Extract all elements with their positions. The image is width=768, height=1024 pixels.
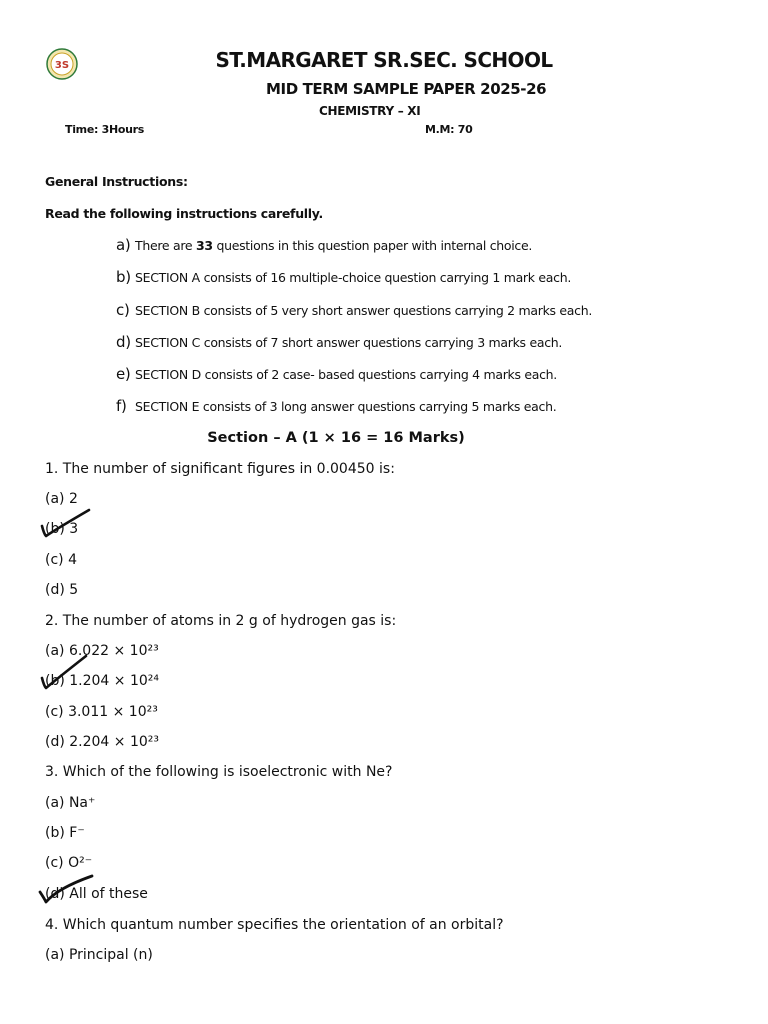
- instruction-item: [116, 268, 571, 286]
- option-line: (a) 2: [45, 491, 78, 507]
- checkmark-icon: [36, 506, 96, 540]
- subject-title: CHEMISTRY – XI: [319, 104, 421, 118]
- option-line: (b) F⁻: [45, 825, 85, 841]
- question-line: 3. Which of the following is isoelectronic with Ne?: [45, 764, 393, 780]
- instruction-text: SECTION E consists of 3 long answer questions carrying 5 marks each.: [135, 399, 557, 414]
- option-line: (b) 3: [45, 521, 79, 537]
- instruction-text: SECTION D consists of 2 case- based questions carrying 4 marks each.: [135, 367, 557, 382]
- option-line: (a) Principal (n): [45, 947, 153, 963]
- instruction-text: SECTION C consists of 7 short answer questions carrying 3 marks each.: [135, 335, 563, 350]
- max-marks-label: M.M: 70: [425, 123, 473, 136]
- instruction-text: SECTION B consists of 5 very short answer questions carrying 2 marks each.: [135, 303, 593, 318]
- question-line: 2. The number of atoms in 2 g of hydrogen gas is:: [45, 613, 397, 629]
- option-line: (d) 2.204 × 10²³: [45, 734, 160, 750]
- option-line: (c) 3.011 × 10²³: [45, 704, 158, 720]
- option-line: (b) 1.204 × 10²⁴: [45, 673, 160, 689]
- instruction-marker: b): [116, 268, 131, 286]
- option-line: (d) 5: [45, 582, 79, 598]
- instruction-text-rest: questions in this question paper with internal choice.: [212, 238, 533, 253]
- instruction-text: There are: [135, 238, 196, 253]
- question-line: 4. Which quantum number specifies the orientation of an orbital?: [45, 917, 504, 933]
- instruction-text: SECTION A consists of 16 multiple-choice question carrying 1 mark each.: [135, 270, 572, 285]
- instruction-marker: f): [116, 397, 127, 415]
- checkmark-icon: [36, 652, 96, 692]
- instructions-subheading: Read the following instructions carefully.: [45, 206, 323, 221]
- school-name: ST.MARGARET SR.SEC. SCHOOL: [215, 48, 553, 72]
- section-a-heading: Section – A (1 × 16 = 16 Marks): [207, 430, 465, 446]
- instruction-item: [116, 301, 592, 319]
- instruction-item: [116, 397, 556, 415]
- question-line: 1. The number of significant figures in 0.00450 is:: [45, 461, 395, 477]
- instruction-bold: 33: [195, 238, 213, 253]
- instructions-heading: General Instructions:: [45, 174, 188, 189]
- paper-title: MID TERM SAMPLE PAPER 2025-26: [266, 80, 547, 98]
- logo-text: 3S: [54, 60, 70, 71]
- instruction-marker: d): [116, 333, 131, 351]
- instruction-marker: a): [116, 236, 131, 254]
- time-label: Time: 3Hours: [65, 123, 145, 136]
- instruction-item: [116, 236, 532, 254]
- instruction-marker: e): [116, 365, 131, 383]
- option-line: (c) 4: [45, 552, 77, 568]
- instruction-marker: c): [116, 301, 130, 319]
- option-line: (a) Na⁺: [45, 795, 96, 811]
- option-line: (d) All of these: [45, 886, 148, 902]
- option-line: (a) 6.022 × 10²³: [45, 643, 159, 659]
- checkmark-icon: [36, 870, 100, 906]
- instruction-item: [116, 365, 557, 383]
- option-line: (c) O²⁻: [45, 855, 93, 871]
- instruction-item: [116, 333, 562, 351]
